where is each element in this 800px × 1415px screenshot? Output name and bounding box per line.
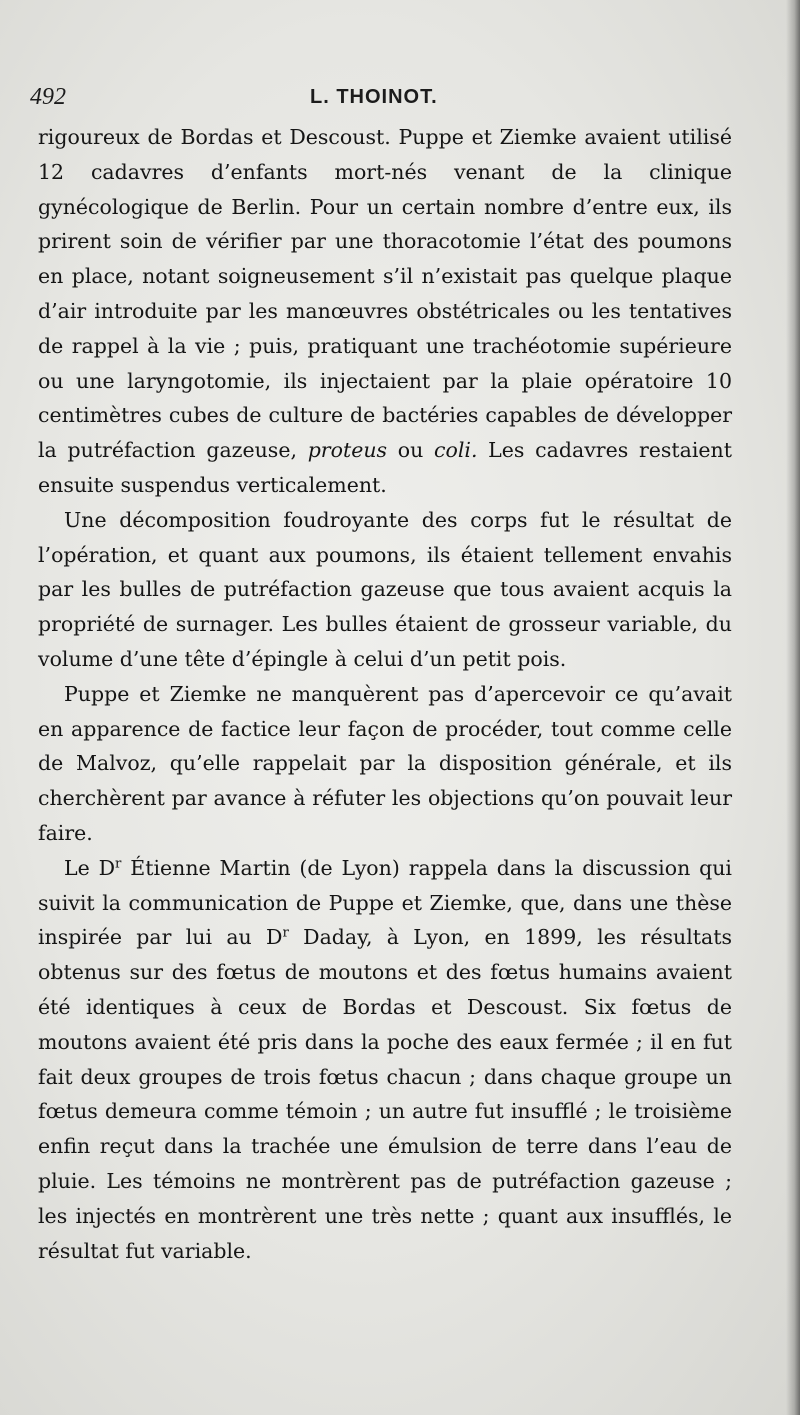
running-head: L. THOINOT. [310, 86, 438, 108]
italic-term-coli: coli. [434, 438, 478, 463]
italic-term-proteus: proteus [307, 438, 388, 463]
body-text [38, 120, 732, 1268]
paragraph-2: Une décomposition foudroyante des corps fut le résultat de l’opération, et quant aux poumons, ils étaient tellement envahis par les bulles de putréfaction gazeuse que tous avaient acquis la propriété de surnager. Les bulles étaient de grosseur variable, du volume d’une tête d’épingle à celui d’un petit pois. [38, 507, 732, 671]
paragraph-3: Puppe et Ziemke ne manquèrent pas d’apercevoir ce qu’avait en apparence de factice leur façon de procéder, tout comme celle de Malvoz, qu’elle rappelait par la disposition générale, et ils cherchèrent par avance à réfuter les objections qu’on pouvait leur faire. [38, 681, 732, 845]
page-header [30, 84, 770, 114]
page-number: 492 [30, 84, 66, 110]
paragraph-1: rigoureux de Bordas et Descoust. Puppe et Ziemke avaient utilisé 12 cadavres d’enfants mort-nés venant de la clinique gynécologique de Berlin. Pour un certain nombre d’entre eux, ils prirent soin de vérifier par une thoracotomie l’état des poumons en place, notant soigneusement s’il n’existait pas quelque plaque d’air introduite par les manœuvres obstétricales ou les tentatives de rappel à la vie ; puis, pratiquant une trachéotomie supérieure ou une laryngotomie, ils injectaient par la plaie opératoire 10 centimètres cubes de culture de bactéries capables de développer la putréfaction gazeuse, proteus ou coli. Les cadavres restaient ensuite suspendus verticalement. [38, 125, 732, 497]
paragraph-4: Le $D^r$ Étienne Martin (de Lyon) rappela dans la discussion qui suivit la communication de Puppe et Ziemke, que, dans une thèse inspirée par lui au $D^r$ Daday, à Lyon, en 1899, les résultats obtenus sur des fœtus de moutons et des fœtus humains avaient été identiques à ceux de Bordas et Descoust. Six fœtus de moutons avaient été pris dans la poche des eaux fermée ; il en fut fait deux groupes de trois fœtus chacun ; dans chaque groupe un fœtus demeura comme témoin ; un autre fut insufflé ; le troisième enfin reçut dans la trachée une émulsion de terre dans l’eau de pluie. Les témoins ne montrèrent pas de putréfaction gazeuse ; les injectés en montrèrent une très nette ; quant aux insufflés, le résultat fut variable. [38, 855, 732, 1263]
page-edge-shadow [786, 0, 800, 1415]
